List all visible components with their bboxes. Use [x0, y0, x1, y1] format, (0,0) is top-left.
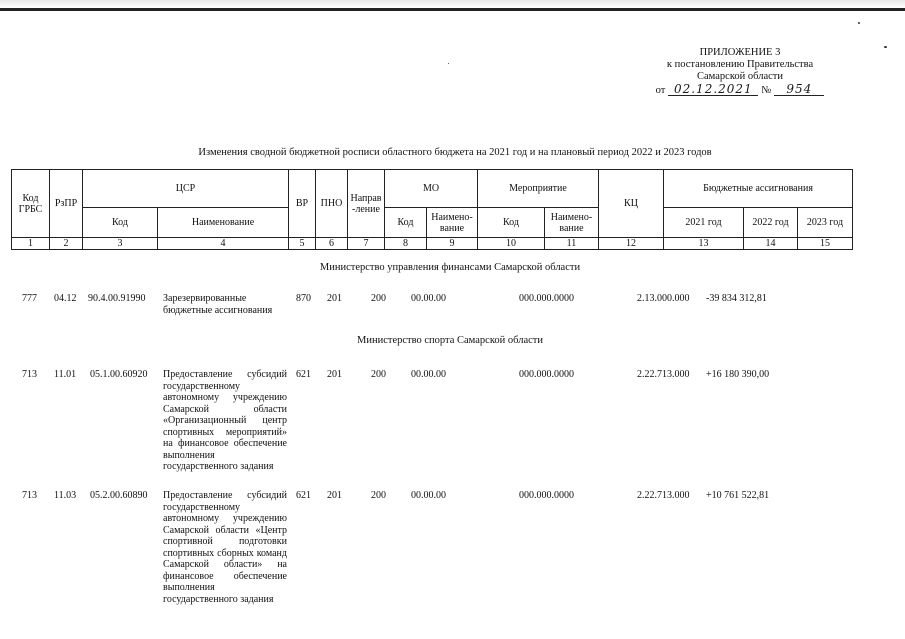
scan-edge-shadow — [0, 0, 905, 8]
budget-table-header — [11, 169, 853, 250]
from-label: от — [655, 85, 666, 96]
scan-speck — [448, 63, 449, 64]
cell-rzpr: 11.01 — [54, 369, 77, 380]
col-num: 4 — [158, 238, 289, 250]
col-csr: ЦСР — [83, 170, 289, 208]
cell-csr: 90.4.00.91990 — [88, 293, 146, 304]
section-title-sport-ministry: Министерство спорта Самарской области — [357, 335, 543, 346]
decree-number: 954 — [774, 83, 824, 96]
cell-direction: 200 — [371, 369, 386, 380]
col-num: 10 — [478, 238, 545, 250]
col-event-kod: Код — [478, 208, 545, 238]
appendix-line-2: к постановлению Правительства — [666, 59, 814, 70]
cell-kc: 2.22.713.000 — [637, 369, 690, 380]
cell-name: Зарезервированные бюджетные ассигнования — [163, 293, 273, 316]
cell-event: 000.000.0000 — [519, 369, 574, 380]
section-title-finance-ministry: Министерство управления финансами Самарской области — [319, 262, 581, 273]
cell-2021: +16 180 390,00 — [706, 369, 770, 380]
col-num: 1 — [12, 238, 50, 250]
col-num: 13 — [664, 238, 744, 250]
col-event-name: Наимено-вание — [545, 208, 599, 238]
cell-csr: 05.2.00.60890 — [90, 490, 148, 501]
decree-date: 02.12.2021 — [668, 83, 758, 96]
cell-pno: 201 — [327, 369, 342, 380]
col-event: Мероприятие — [478, 170, 599, 208]
col-pno: ПНО — [316, 170, 348, 238]
col-rzpr: РзПР — [50, 170, 83, 238]
appendix-block — [640, 47, 840, 97]
column-numbers-row — [12, 238, 853, 250]
col-year-2021: 2021 год — [664, 208, 744, 238]
cell-direction: 200 — [371, 490, 386, 501]
col-num: 11 — [545, 238, 599, 250]
col-mo-name: Наимено-вание — [427, 208, 478, 238]
col-direction: Направ-ление — [348, 170, 385, 238]
cell-event: 000.000.0000 — [519, 490, 574, 501]
col-num: 7 — [348, 238, 385, 250]
col-csr-kod: Код — [83, 208, 158, 238]
col-year-2022: 2022 год — [744, 208, 798, 238]
cell-mo: 00.00.00 — [411, 369, 446, 380]
cell-rzpr: 11.03 — [54, 490, 77, 501]
cell-vr: 870 — [296, 293, 311, 304]
cell-vr: 621 — [296, 490, 311, 501]
cell-name: Предоставление субсидий государственному автономному учреждению Самарской области «Центр спортивной подготовки спортивных сборных команд Самарской области» на финансовое обеспечение выполнения государственного задания — [163, 490, 287, 605]
cell-grbs: 713 — [22, 369, 37, 380]
col-year-2023: 2023 год — [798, 208, 853, 238]
cell-kc: 2.13.000.000 — [637, 293, 690, 304]
cell-direction: 200 — [371, 293, 386, 304]
cell-vr: 621 — [296, 369, 311, 380]
appendix-line-1: ПРИЛОЖЕНИЕ 3 — [699, 47, 781, 58]
col-csr-name: Наименование — [158, 208, 289, 238]
cell-pno: 201 — [327, 490, 342, 501]
col-num: 14 — [744, 238, 798, 250]
col-num: 8 — [385, 238, 427, 250]
scan-speck — [858, 22, 860, 24]
cell-mo: 00.00.00 — [411, 293, 446, 304]
col-mo: МО — [385, 170, 478, 208]
cell-kc: 2.22.713.000 — [637, 490, 690, 501]
col-num: 2 — [50, 238, 83, 250]
col-num: 15 — [798, 238, 853, 250]
cell-name: Предоставление субсидий государственному автономному учреждению Самарской области «Организационный центр спортивных мероприятий» на финансовое обеспечение выполнения государственного задания — [163, 369, 287, 472]
decree-date-number — [640, 83, 840, 97]
cell-event: 000.000.0000 — [519, 293, 574, 304]
col-num: 5 — [289, 238, 316, 250]
col-num: 3 — [83, 238, 158, 250]
cell-grbs: 713 — [22, 490, 37, 501]
col-vr: ВР — [289, 170, 316, 238]
scan-edge-line — [0, 8, 905, 11]
col-mo-kod: Код — [385, 208, 427, 238]
col-num: 12 — [599, 238, 664, 250]
col-budget: Бюджетные ассигнования — [664, 170, 853, 208]
col-kc: КЦ — [599, 170, 664, 238]
col-kod-grbs: Код ГРБС — [12, 170, 50, 238]
col-num: 9 — [427, 238, 478, 250]
cell-grbs: 777 — [22, 293, 37, 304]
col-num: 6 — [316, 238, 348, 250]
cell-2021: +10 761 522,81 — [706, 490, 770, 501]
number-label: № — [761, 85, 772, 96]
cell-mo: 00.00.00 — [411, 490, 446, 501]
cell-rzpr: 04.12 — [54, 293, 77, 304]
scan-speck — [884, 46, 887, 48]
cell-pno: 201 — [327, 293, 342, 304]
appendix-line-3: Самарской области — [697, 71, 783, 82]
document-title: Изменения сводной бюджетной росписи областного бюджета на 2021 год и на плановый период 2022 и 2023 годов — [198, 147, 712, 158]
cell-csr: 05.1.00.60920 — [90, 369, 148, 380]
cell-2021: -39 834 312,81 — [706, 293, 767, 304]
